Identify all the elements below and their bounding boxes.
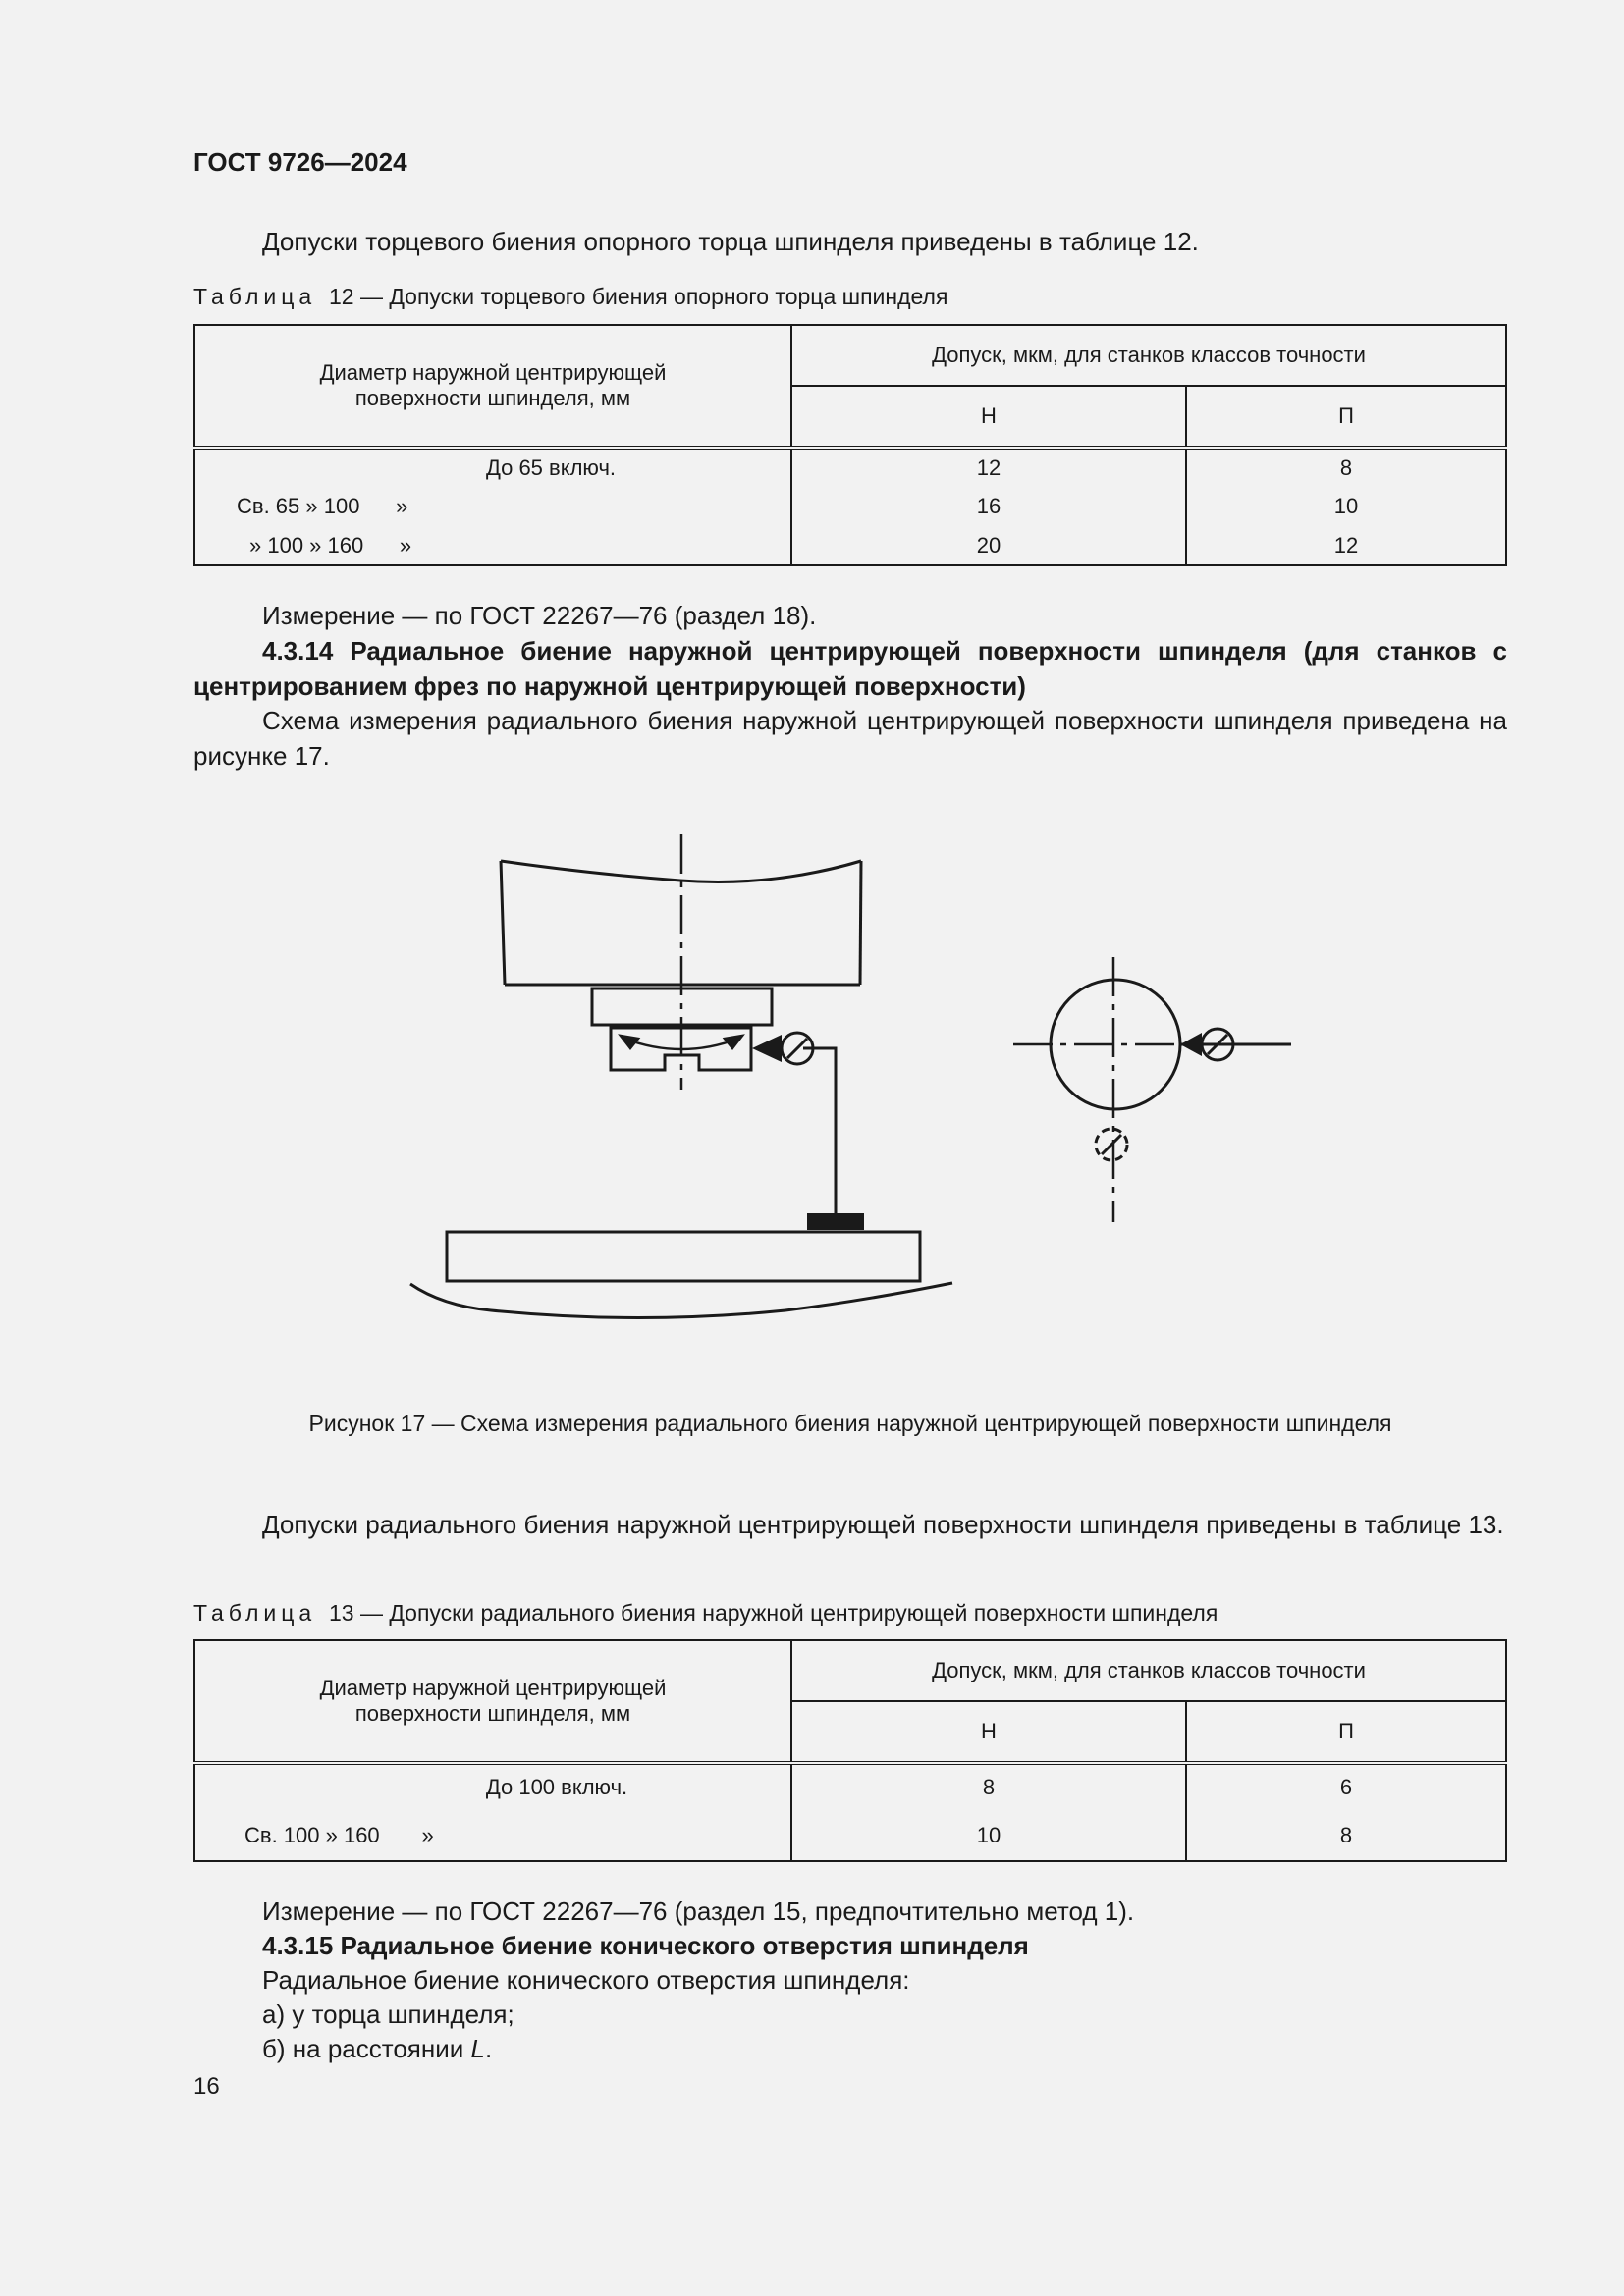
- table12-caption: [193, 284, 947, 310]
- list-item-b-var: L: [470, 2034, 485, 2063]
- row-label: Св. 65 » 100 »: [237, 494, 408, 518]
- cell-h: 16: [791, 487, 1186, 526]
- cell-p: 8: [1186, 1810, 1506, 1861]
- row-label: » 100 » 160 »: [249, 532, 412, 558]
- section-4-3-15: 4.3.15 Радиальное биение конического отверстия шпинделя: [262, 1931, 1029, 1960]
- table-row: [194, 526, 1506, 565]
- cell-p: 10: [1186, 487, 1506, 526]
- cell-p: 12: [1186, 526, 1506, 565]
- list-item-b-text: б) на расстоянии: [262, 2034, 471, 2063]
- table13: [193, 1639, 1507, 1862]
- cell-h: 10: [791, 1810, 1186, 1861]
- row-label: Св. 100 » 160 »: [244, 1822, 434, 1847]
- cell-p: 6: [1186, 1763, 1506, 1810]
- row-label: До 65 включ.: [485, 455, 617, 480]
- table12-title: 12 — Допуски торцевого биения опорного торца шпинделя: [328, 284, 948, 309]
- table13-caption: [193, 1600, 1218, 1627]
- cell-h: 8: [791, 1763, 1186, 1810]
- list-item-a: а) у торца шпинделя;: [262, 2000, 514, 2029]
- table13-col1-header: Диаметр наружной центрирующей поверхности шпинделя, мм: [194, 1640, 791, 1763]
- intro-table13: Допуски радиального биения наружной центрирующей поверхности шпинделя приведены в таблице 13.: [262, 1510, 1504, 1539]
- table12-group-header: Допуск, мкм, для станков классов точности: [791, 325, 1506, 386]
- row-label: До 100 включ.: [485, 1775, 628, 1799]
- figure-17-diagram: [393, 825, 1326, 1335]
- section-4-3-14: 4.3.14 Радиальное биение наружной центрирующей поверхности шпинделя (для станков с центрированием фрез по наружной центрирующей поверхности): [193, 636, 1507, 701]
- table13-label: Таблица: [193, 1600, 317, 1626]
- table12-col-h: Н: [791, 386, 1186, 448]
- cell-h: 12: [791, 448, 1186, 487]
- table12-col-p: П: [1186, 386, 1506, 448]
- list-item-b-suffix: .: [485, 2034, 493, 2063]
- document-header: ГОСТ 9726—2024: [193, 147, 407, 177]
- list-item-b: [262, 2031, 492, 2066]
- scheme-text: Схема измерения радиального биения наружной центрирующей поверхности шпинделя приведена на рисунке 17.: [193, 706, 1507, 771]
- table-row: [194, 448, 1506, 487]
- page-number: 16: [193, 2073, 220, 2100]
- table13-title: 13 — Допуски радиального биения наружной центрирующей поверхности шпинделя: [328, 1600, 1218, 1626]
- table-row: [194, 1810, 1506, 1861]
- table12: [193, 324, 1507, 566]
- table-row: [194, 487, 1506, 526]
- table13-col-p: П: [1186, 1701, 1506, 1763]
- table-row: [194, 1763, 1506, 1810]
- table13-col-h: Н: [791, 1701, 1186, 1763]
- table12-label: Таблица: [193, 284, 317, 309]
- table13-group-header: Допуск, мкм, для станков классов точности: [791, 1640, 1506, 1701]
- radial-intro: Радиальное биение конического отверстия шпинделя:: [262, 1965, 910, 1995]
- measure2: Измерение — по ГОСТ 22267—76 (раздел 15, предпочтительно метод 1).: [262, 1896, 1135, 1926]
- intro-table12: Допуски торцевого биения опорного торца шпинделя приведены в таблице 12.: [262, 227, 1199, 256]
- figure-17-caption: Рисунок 17 — Схема измерения радиального биения наружной центрирующей поверхности шпинделя: [308, 1411, 1392, 1436]
- cell-p: 8: [1186, 448, 1506, 487]
- measure1: Измерение — по ГОСТ 22267—76 (раздел 18).: [262, 601, 817, 630]
- cell-h: 20: [791, 526, 1186, 565]
- table12-col1-header: Диаметр наружной центрирующей поверхности шпинделя, мм: [194, 325, 791, 448]
